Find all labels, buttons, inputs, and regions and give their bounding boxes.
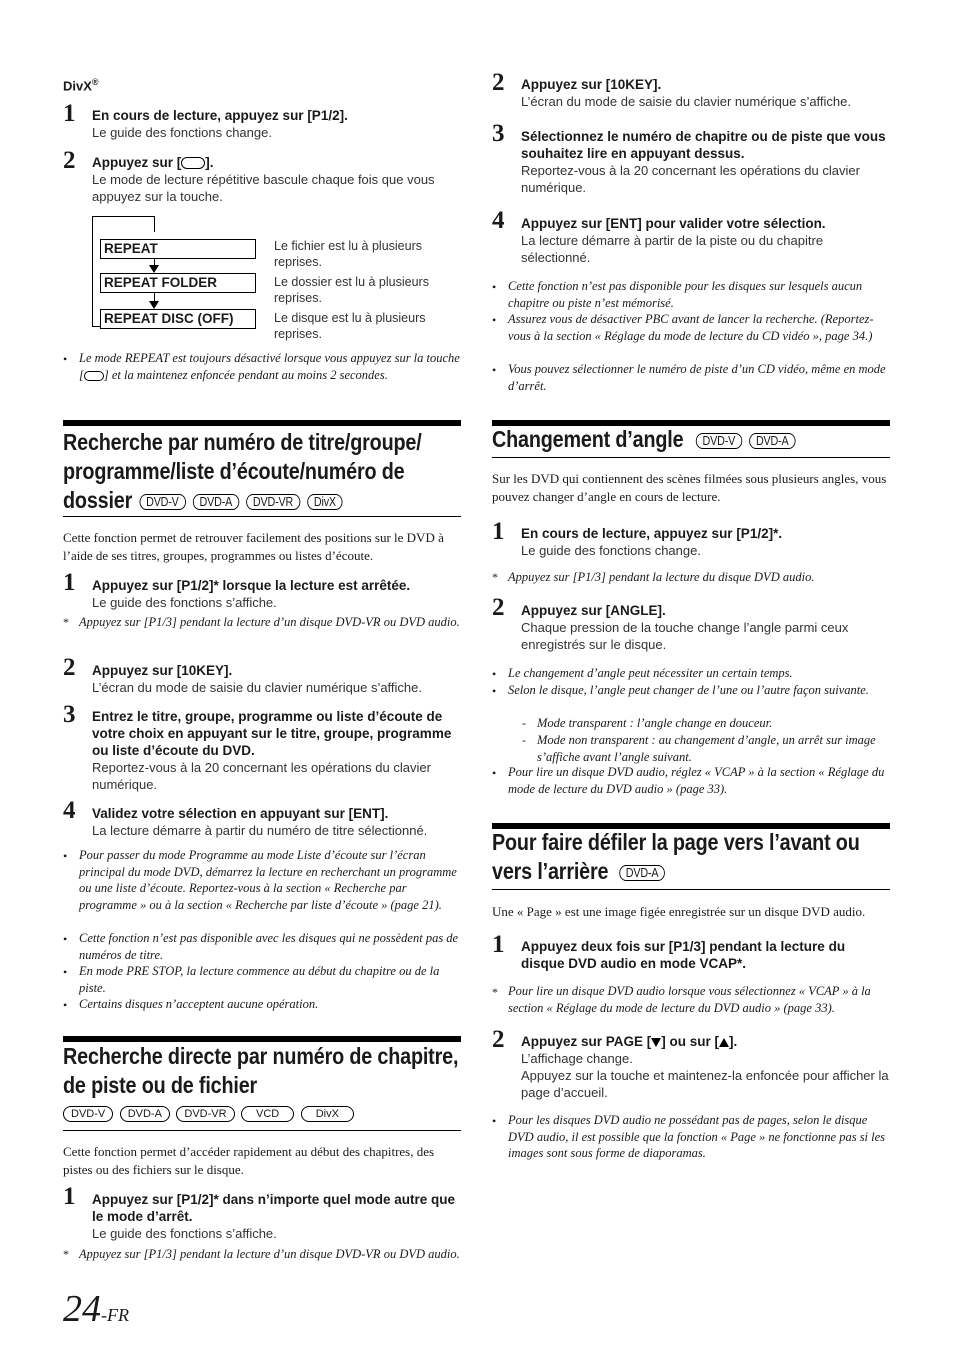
divx-note: Le mode REPEAT est toujours désactivé lorsque vous appuyez sur la touche [ ] et la maintenez enfoncée pendant au moins 2 secondes.	[79, 351, 460, 382]
page-number-value: 24	[63, 1288, 101, 1330]
note: Pour lire un disque DVD audio, réglez « VCAP » à la section « Réglage du mode de lecture du DVD audio » (page 33).	[508, 765, 885, 796]
step-number: 1	[492, 518, 505, 545]
repeat-icon	[181, 157, 205, 169]
badge-dvd-a: DVD-A	[619, 865, 665, 881]
note: Certains disques n’acceptent aucune opération.	[79, 997, 319, 1011]
bullet: •	[63, 849, 68, 863]
step-instruction: Appuyez sur [ANGLE].	[521, 603, 666, 618]
step-number: 2	[492, 594, 505, 621]
step-result: Le guide des fonctions change.	[521, 543, 701, 558]
subnote: Mode transparent : l’angle change en douceur.	[537, 716, 773, 730]
asterisk: *	[492, 985, 498, 999]
step-result: L’écran du mode de saisie du clavier numérique s’affiche.	[92, 680, 423, 695]
arrow-down-icon	[149, 265, 159, 273]
section-rule	[63, 420, 461, 426]
section-intro: Cette fonction permet de retrouver facilement des positions sur le DVD à l’aide de ses titres, groupes, programmes ou listes d’écoute.	[63, 530, 444, 563]
step-number: 1	[63, 1183, 76, 1210]
angle-step-1	[521, 525, 891, 559]
bullet: •	[492, 280, 497, 294]
bullet: •	[63, 352, 68, 366]
step-instruction: Appuyez sur PAGE [ ] ou sur [ ].	[521, 1034, 738, 1049]
section-rule	[63, 516, 461, 517]
bullet: •	[492, 363, 497, 377]
section-rule	[492, 457, 890, 458]
footnote: Appuyez sur [P1/3] pendant la lecture d’un disque DVD-VR ou DVD audio.	[79, 615, 460, 629]
step-result: Le guide des fonctions s’affiche.	[92, 595, 277, 610]
note: Selon le disque, l’angle peut changer de l’une ou l’autre façon suivante.	[508, 683, 869, 697]
bullet: •	[492, 313, 497, 327]
bullet: •	[63, 932, 68, 946]
arrow-down-icon	[149, 301, 159, 309]
step-result: Reportez-vous à la 20 concernant les opérations du clavier numérique.	[92, 760, 431, 792]
note: Cette fonction n’est pas disponible pour les disques sur lesquels aucun chapitre ou piste n’est mémorisé.	[508, 279, 863, 310]
step-instruction: En cours de lecture, appuyez sur [P1/2]*.	[521, 526, 783, 541]
titre-step-2	[92, 662, 462, 696]
step-result: L’affichage change.	[521, 1051, 633, 1066]
step-result: La lecture démarre à partir de la piste ou du chapitre sélectionné.	[521, 233, 824, 265]
repeat-mode-desc: Le dossier est lu à plusieurs reprises.	[274, 275, 429, 305]
step-number: 1	[63, 569, 76, 596]
repeat-mode-box: REPEAT	[100, 239, 256, 259]
step-result: Chaque pression de la touche change l’angle parmi ceux enregistrés sur le disque.	[521, 620, 849, 652]
repeat-mode-box: REPEAT FOLDER	[100, 273, 256, 293]
bullet: •	[492, 766, 497, 780]
badge-dvd-a: DVD-A	[193, 494, 239, 510]
step-number: 2	[63, 654, 76, 681]
step-result: Appuyez sur la touche et maintenez-la enfoncée pour afficher la page d’accueil.	[521, 1068, 889, 1100]
badge-divx: DivX	[307, 494, 343, 510]
divx-step-2	[92, 154, 462, 205]
section-heading: Changement d’angle DVD-V DVD-A	[492, 425, 892, 454]
asterisk: *	[63, 1247, 69, 1261]
page-language-suffix: -FR	[101, 1305, 129, 1325]
footnote: Appuyez sur [P1/3] pendant la lecture du disque DVD audio.	[508, 570, 815, 584]
badge-dvd-v: DVD-V	[696, 433, 742, 449]
step-instruction: Validez votre sélection en appuyant sur [ENT].	[92, 806, 389, 821]
step-number: 2	[492, 69, 505, 96]
section-heading: Recherche par numéro de titre/groupe/ programme/liste d’écoute/numéro de dossier DVD-V DVD-A DVD-VR DivX	[63, 429, 422, 513]
step-number: 3	[63, 701, 76, 728]
step-instruction: Entrez le titre, groupe, programme ou liste d’écoute de votre choix en appuyant sur le titre, groupe, programme ou liste d’écoute du DVD.	[92, 709, 452, 758]
step-instruction: Sélectionnez le numéro de chapitre ou de piste que vous souhaitez lire en appuyant dessus.	[521, 129, 886, 161]
defiler-step-2	[521, 1033, 891, 1101]
directe-step-1	[92, 1191, 462, 1242]
note: Cette fonction n’est pas disponible avec les disques qui ne possèdent pas de numéros de titre.	[79, 931, 459, 962]
step-number: 3	[492, 120, 505, 147]
step-instruction: Appuyez sur [ENT] pour valider votre sélection.	[521, 216, 826, 231]
section-rule	[63, 1130, 461, 1131]
page-number	[63, 1290, 129, 1328]
angle-step-2	[521, 602, 891, 653]
step-number: 4	[492, 207, 505, 234]
step-instruction: Appuyez deux fois sur [P1/3] pendant la lecture du disque DVD audio en mode VCAP*.	[521, 939, 846, 971]
step-number: 1	[492, 931, 505, 958]
badge-dvd-a: DVD-A	[749, 433, 795, 449]
bullet: •	[492, 684, 497, 698]
step-instruction: Appuyez sur [P1/2]* lorsque la lecture est arrêtée.	[92, 578, 411, 593]
section-intro: Sur les DVD qui contiennent des scènes filmées sous plusieurs angles, vous pouvez changer d’angle en cours de lecture.	[492, 471, 887, 504]
divx-heading: DivX®	[63, 77, 99, 94]
step-result: La lecture démarre à partir du numéro de titre sélectionné.	[92, 823, 428, 838]
section-rule	[492, 889, 890, 890]
badge-dvd-vr: DVD-VR	[176, 1106, 234, 1122]
repeat-diagram	[92, 216, 462, 344]
step-instruction: Appuyez sur [10KEY].	[521, 77, 662, 92]
page-up-icon	[719, 1038, 729, 1047]
note: Vous pouvez sélectionner le numéro de piste d’un CD vidéo, même en mode d’arrêt.	[508, 362, 886, 393]
repeat-mode-desc: Le disque est lu à plusieurs reprises.	[274, 311, 426, 341]
footnote: Appuyez sur [P1/3] pendant la lecture d’un disque DVD-VR ou DVD audio.	[79, 1247, 460, 1261]
note: Pour les disques DVD audio ne possédant pas de pages, selon le disque DVD audio, il est possible que la fonction « Page » ne fonctionne pas si les images sont sous forme de diaporamas.	[508, 1113, 886, 1160]
dash: -	[522, 733, 526, 747]
step-number: 1	[63, 100, 76, 127]
titre-step-4	[92, 805, 462, 839]
titre-step-1	[92, 577, 462, 611]
directe-step-4	[521, 215, 891, 266]
defiler-step-1	[521, 938, 891, 972]
directe-step-3	[521, 128, 891, 196]
step-number: 4	[63, 797, 76, 824]
section-intro: Une « Page » est une image figée enregistrée sur un disque DVD audio.	[492, 904, 866, 919]
badge-dvd-v: DVD-V	[139, 494, 185, 510]
note: En mode PRE STOP, la lecture commence au début du chapitre ou de la piste.	[79, 964, 440, 995]
asterisk: *	[492, 570, 498, 584]
bullet: •	[63, 965, 68, 979]
note: Pour passer du mode Programme au mode Liste d’écoute sur l’écran principal du mode DVD, démarrez la lecture en recherchant un programme ou une liste d’écoute. Reportez-vous à la section « Recherche par programme » ou à la section « Recherche par liste d’écoute » (page 21).	[79, 848, 457, 912]
note: Le changement d’angle peut nécessiter un certain temps.	[508, 666, 793, 680]
diagram-loop-line	[92, 216, 154, 217]
bullet: •	[492, 667, 497, 681]
step-number: 2	[492, 1026, 505, 1053]
divx-step-1	[92, 107, 462, 141]
titre-step-3	[92, 708, 462, 793]
step-instruction: Appuyez sur [ ].	[92, 155, 214, 170]
step-result: Reportez-vous à la 20 concernant les opérations du clavier numérique.	[521, 163, 860, 195]
directe-step-2	[521, 76, 891, 110]
badge-dvd-vr: DVD-VR	[246, 494, 300, 510]
step-instruction: En cours de lecture, appuyez sur [P1/2].	[92, 108, 348, 123]
step-number: 2	[63, 147, 76, 174]
bullet: •	[63, 998, 68, 1012]
repeat-mode-box: REPEAT DISC (OFF)	[100, 309, 256, 329]
bullet: •	[492, 1114, 497, 1128]
repeat-icon	[84, 371, 104, 381]
subnote: Mode non transparent : au changement d’angle, un arrêt sur image s’affiche avant l’angle suivant.	[537, 733, 876, 764]
dash: -	[522, 716, 526, 730]
diagram-loop-line	[92, 326, 100, 327]
asterisk: *	[63, 615, 69, 629]
page-down-icon	[651, 1038, 661, 1047]
step-result: Le guide des fonctions change.	[92, 125, 272, 140]
note: Assurez vous de désactiver PBC avant de lancer la recherche. (Reportez-vous à la section « Réglage du mode de lecture du CD vidéo », page 34.)	[508, 312, 874, 343]
step-result: Le guide des fonctions s’affiche.	[92, 1226, 277, 1241]
step-result: Le mode de lecture répétitive bascule chaque fois que vous appuyez sur la touche.	[92, 172, 435, 204]
badge-dvd-v: DVD-V	[63, 1106, 113, 1122]
step-result: L’écran du mode de saisie du clavier numérique s’affiche.	[521, 94, 852, 109]
step-instruction: Appuyez sur [P1/2]* dans n’importe quel mode autre que le mode d’arrêt.	[92, 1192, 456, 1224]
section-heading: Recherche directe par numéro de chapitre, de piste ou de fichier	[63, 1043, 459, 1098]
badge-row	[63, 1105, 461, 1123]
diagram-loop-line	[92, 216, 93, 326]
badge-dvd-a: DVD-A	[120, 1106, 170, 1122]
footnote: Pour lire un disque DVD audio lorsque vous sélectionnez « VCAP » à la section « Réglage du mode de lecture du DVD audio » (page 33).	[508, 984, 871, 1015]
section-heading: Pour faire défiler la page vers l’avant ou vers l’arrière DVD-A	[492, 829, 860, 884]
repeat-mode-desc: Le fichier est lu à plusieurs reprises.	[274, 239, 422, 269]
badge-vcd: VCD	[241, 1106, 294, 1122]
diagram-arrow	[154, 216, 155, 232]
section-intro: Cette fonction permet d’accéder rapidement au début des chapitres, des pistes ou des fichiers sur le disque.	[63, 1144, 435, 1177]
step-instruction: Appuyez sur [10KEY].	[92, 663, 233, 678]
badge-divx: DivX	[301, 1106, 354, 1122]
